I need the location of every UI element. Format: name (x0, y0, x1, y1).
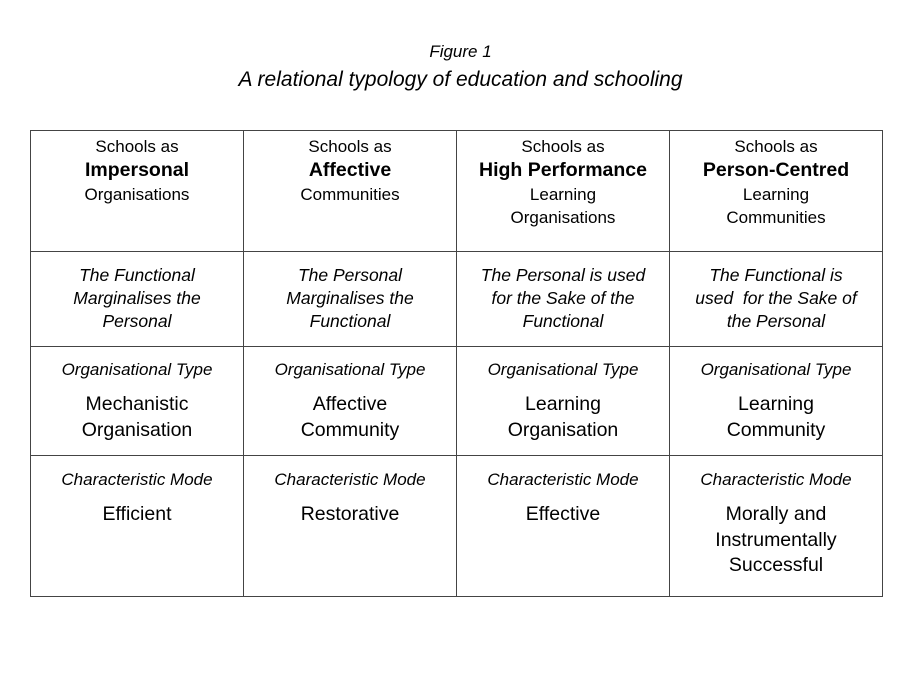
table-row-organisational-type (31, 347, 883, 456)
characteristic-mode-value: Morally and Instrumentally Successful (715, 503, 837, 576)
table-row-relation (31, 252, 883, 347)
cell-relation (457, 252, 670, 347)
table-row-characteristic-mode (31, 456, 883, 597)
organisational-type-value: Mechanistic Organisation (81, 393, 193, 441)
relation-text: The Personal is used for the Sake of the Functional (480, 265, 646, 331)
cell-organisational-type (670, 347, 883, 456)
cell-organisational-type (244, 347, 457, 456)
header-type-name: Person-Centred (702, 159, 850, 181)
figure-title: A relational typology of education and schooling (238, 68, 683, 91)
organisational-type-label: Organisational Type (61, 360, 213, 379)
characteristic-mode-value: Efficient (102, 503, 172, 525)
header-prefix: Schools as (521, 137, 605, 156)
relation-text: The Functional is used for the Sake of the Personal (695, 265, 857, 331)
header-type-name: Impersonal (84, 159, 190, 181)
header-suffix: Communities (300, 185, 400, 204)
characteristic-mode-value: Restorative (300, 503, 400, 525)
cell-organisational-type (31, 347, 244, 456)
characteristic-mode-label: Characteristic Mode (700, 470, 852, 489)
relation-text: The Personal Marginalises the Functional (286, 265, 414, 331)
organisational-type-value: Learning Community (726, 393, 826, 441)
header-prefix: Schools as (734, 137, 818, 156)
figure-label: Figure 1 (429, 42, 492, 61)
header-prefix: Schools as (95, 137, 179, 156)
typology-table (30, 130, 883, 597)
header-type-name: High Performance (479, 159, 647, 181)
cell-relation (244, 252, 457, 347)
characteristic-mode-label: Characteristic Mode (274, 470, 426, 489)
organisational-type-label: Organisational Type (487, 360, 639, 379)
relation-text: The Functional Marginalises the Personal (73, 265, 201, 331)
cell-organisational-type (457, 347, 670, 456)
cell-characteristic-mode (31, 456, 244, 597)
header-prefix: Schools as (308, 137, 392, 156)
organisational-type-label: Organisational Type (274, 360, 426, 379)
characteristic-mode-value: Effective (525, 503, 601, 525)
organisational-type-value: Affective Community (300, 393, 400, 441)
cell-characteristic-mode (670, 456, 883, 597)
organisational-type-label: Organisational Type (700, 360, 852, 379)
header-suffix: Learning Communities (726, 185, 826, 227)
cell-header-person-centred (670, 131, 883, 252)
cell-relation (31, 252, 244, 347)
cell-header-affective (244, 131, 457, 252)
characteristic-mode-label: Characteristic Mode (487, 470, 639, 489)
cell-header-impersonal (31, 131, 244, 252)
table-row-school-types (31, 131, 883, 252)
cell-characteristic-mode (244, 456, 457, 597)
organisational-type-value: Learning Organisation (507, 393, 619, 441)
header-suffix: Learning Organisations (510, 185, 616, 227)
header-suffix: Organisations (84, 185, 190, 204)
cell-characteristic-mode (457, 456, 670, 597)
characteristic-mode-label: Characteristic Mode (61, 470, 213, 489)
cell-header-high-performance (457, 131, 670, 252)
header-type-name: Affective (308, 159, 392, 181)
cell-relation (670, 252, 883, 347)
